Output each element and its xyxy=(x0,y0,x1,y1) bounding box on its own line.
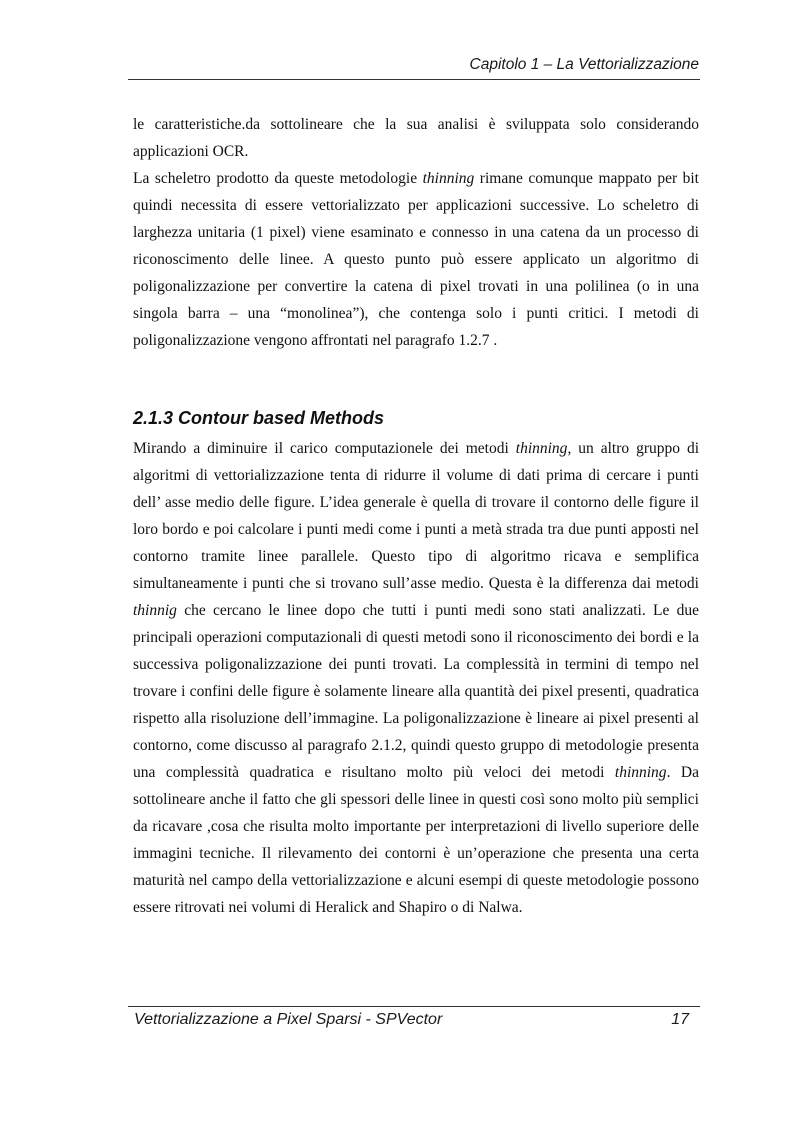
footer-divider xyxy=(128,1006,700,1007)
paragraph-contour-methods xyxy=(133,435,699,921)
text-span: La scheletro prodotto da queste metodologie xyxy=(133,170,423,187)
emphasis-thinnig: thinnig xyxy=(133,602,177,619)
text-span: . Da sottolineare anche il fatto che gli spessori delle linee in questi così sono molto più semplici da ricavare ,cosa che risulta molto importante per interpretazioni di livello superiore delle immagini tecniche. Il rilevamento dei contorni è un’operazione che presenta una certa maturità nel campo della vettorializzazione e alcuni esempi di queste metodologie possono essere ritrovati nei volumi di Heralick and Shapiro o di Nalwa. xyxy=(133,764,699,916)
text-span: che cercano le linee dopo che tutti i punti medi sono stati analizzati. Le due principali operazioni computazionali di questi metodi sono il riconoscimento dei bordi e la successiva poligonalizzazione dei punti trovati. La complessità in termini di tempo nel trovare i confini delle figure è solamente lineare alla quantità dei pixel presenti, quadratica rispetto alla risoluzione dell’immagine. La poligonalizzazione è lineare ai pixel presenti al contorno, come discusso al paragrafo 2.1.2, quindi questo gruppo di metodologie presenta una complessità quadratica e risultano molto più veloci dei metodi xyxy=(133,602,699,781)
emphasis-thinning: thinning xyxy=(422,170,475,187)
emphasis-thinning: thinning xyxy=(614,764,667,781)
page-number: 17 xyxy=(671,1011,689,1028)
text-span: Mirando a diminuire il carico computazionele dei metodi xyxy=(133,440,516,457)
running-header: Capitolo 1 – La Vettorializzazione xyxy=(469,56,699,73)
header-divider xyxy=(128,79,700,80)
footer-document-title: Vettorializzazione a Pixel Sparsi - SPVector xyxy=(134,1011,443,1028)
page-body xyxy=(133,111,699,921)
section-heading: 2.1.3 Contour based Methods xyxy=(133,408,385,428)
emphasis-thinning: thinning xyxy=(515,440,568,457)
paragraph-skeleton xyxy=(133,165,699,354)
text-span: , un altro gruppo di algoritmi di vettorializzazione tenta di ridurre il volume di dati prima di cercare i punti dell’ asse medio delle figure. L’idea generale è quella di trovare il contorno delle figure il loro bordo e poi calcolare i punti medi come i punti a metà strada tra due punti apposti nel contorno tramite linee parallele. Questo tipo di algoritmo ricava e semplifica simultaneamente i punti che si trovano sull’asse medio. Questa è la differenza dai metodi xyxy=(133,440,700,592)
text-span: rimane comunque mappato per bit quindi necessita di essere vettorializzato per applicazioni successive. Lo scheletro di larghezza unitaria (1 pixel) viene esaminato e connesso in una catena da un processo di riconoscimento delle linee. A questo punto può essere applicato un algoritmo di poligonalizzazione per convertire la catena di pixel trovati in una polilinea (o in una singola barra – una “monolinea”), che contenga solo i punti critici. I metodi di poligonalizzazione vengono affrontati nel paragrafo 1.2.7 . xyxy=(133,170,699,349)
paragraph-continuation: le caratteristiche.da sottolineare che la sua analisi è sviluppata solo considerando applicazioni OCR. xyxy=(133,116,699,160)
